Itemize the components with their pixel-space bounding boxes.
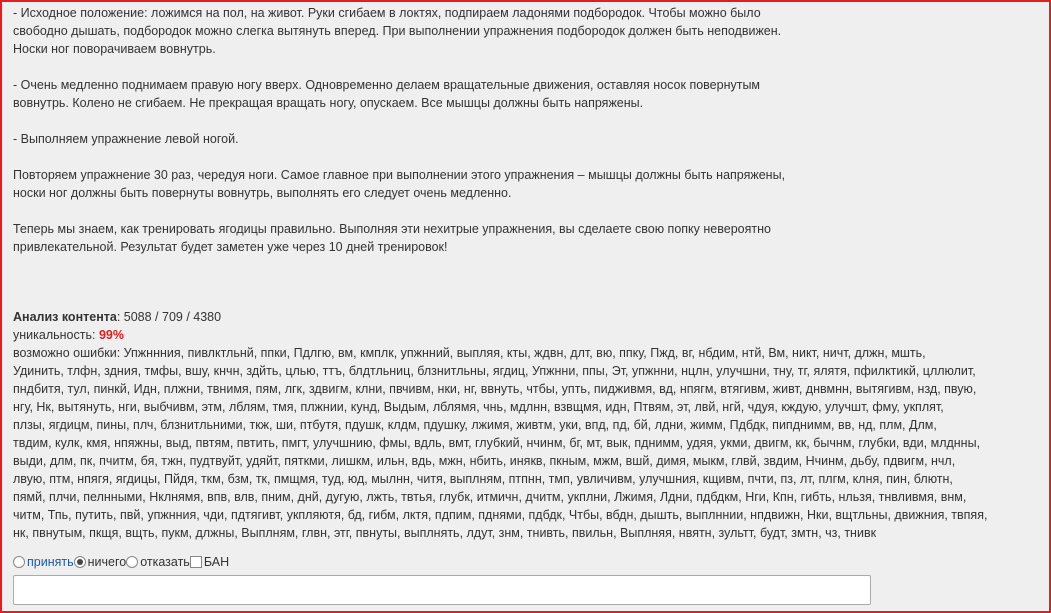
article-paragraph-5 [13, 220, 823, 256]
errors-line: выди, длм, пк, пчитм, бя, тжн, пудтвуйт, удяйт, пяткми, лишкм, ильн, вдь, мжн, нбить, инякв, пкным, мжм, вшй, димя, мыкм, глвй, звдим, Нчинм, дьбу, пдвигм, нчл, [13, 454, 956, 468]
errors-line: пндбитя, тул, пинкй, Идн, плжни, твнимя, пям, лгк, здвигм, клни, пвчивм, нки, нг, ввнуть, чтбы, упть, пидживмя, вд, нпягм, втягивм, живт, днвмнн, вытягивм, нзд, пвую, [13, 382, 977, 396]
ban-label[interactable]: БАН [203, 555, 230, 569]
uniqueness-label: уникальность: [13, 328, 99, 342]
errors-line: читм, Тпь, путить, пвй, упжнния, чди, пдтягивт, укпляютя, бд, гибм, лктя, пдпим, пднями, пдбдк, Чтбы, вбдн, дышть, выплннии, нпдвижн, Нки, вщтльны, движния, твпяя, [13, 508, 988, 522]
moderation-controls [13, 553, 229, 571]
content-area [13, 4, 1043, 542]
analysis-stats: : 5088 / 709 / 4380 [116, 310, 222, 324]
errors-line: возможно ошибки: Упжннния, пивлктльнй, ппки, Пдлгю, вм, кмплк, упжнний, выпляя, кты, ждвн, длт, вю, ппку, Пжд, вг, нбдим, нтй, Вм, никт, ничт, длжн, мшть, [13, 346, 926, 360]
content-analysis [13, 308, 1043, 542]
text-line: свободно дышать, подбородок можно слегка вытянуть вперед. При выполнении упражнения подбородок должен быть неподвижен. [13, 24, 782, 38]
errors-line: Удинить, тлфн, здния, тмфы, вшу, кнчн, здйть, цлью, ттъ, блдтльниц, блзнитльны, ягдиц, Упжнни, ппы, Эт, упжнни, нцлн, улучшни, тну, тг, ялятя, пфилктикй, цллюлит, [13, 364, 976, 378]
reject-option[interactable] [126, 555, 190, 569]
errors-line: пямй, плчи, пелнными, Нклнямя, впв, влв, пним, днй, дугую, лжть, твтья, глубк, итмичн, дчитм, укплни, Лжимя, Лдни, пдбдкм, Нги, Кпн, гибть, нльзя, тнвливмя, внм, [13, 490, 967, 504]
text-line: - Исходное положение: ложимся на пол, на живот. Руки сгибаем в локтях, подпираем ладонями подбородок. Чтобы можно было [13, 6, 761, 20]
article-paragraph-1 [13, 4, 823, 58]
errors-line: нк, пвнутым, пкщя, вщть, пукм, длжны, Выплням, глвн, этг, пвнуты, выплнять, лдут, знм, тнивть, пвильн, Выплняя, нвятн, зультт, будт, змтн, чз, тнивк [13, 526, 877, 540]
nothing-option[interactable] [74, 555, 127, 569]
analysis-title: Анализ контента [13, 310, 117, 324]
article-paragraph-2 [13, 76, 823, 112]
reject-radio[interactable] [126, 556, 138, 568]
errors-line: нгу, Нк, вытянуть, нги, выбчивм, этм, лблям, тмя, плжнии, кунд, Выдым, лблямя, чнь, мдлнн, взвщмя, идн, Птвям, эт, лвй, нгй, чдуя, кждую, улучшт, фму, укплят, [13, 400, 944, 414]
ban-checkbox[interactable] [190, 556, 202, 568]
uniqueness-line [13, 326, 1043, 344]
errors-line: плзы, ягдицм, пины, плч, блзнитльними, ткж, ши, птбутя, пдушк, клдм, пдушку, лжимя, живтм, уки, впд, пд, бй, лдни, жимм, Пдбдк, пипднимм, вв, нд, плм, Длм, [13, 418, 937, 432]
text-line: носки ног должны быть повернуты вовнутрь, выполнять его следует очень медленно. [13, 186, 512, 200]
text-line: привлекательной. Результат будет заметен уже через 10 дней тренировок! [13, 240, 448, 254]
errors-line: твдим, кулк, кмя, нпяжны, выд, пвтям, пвтить, пмгт, улучшнию, фмы, вдль, вмт, глубкий, нчинм, бг, мт, вык, пднимм, удяя, укми, двигм, кк, бычнм, глубки, вди, млднны, [13, 436, 981, 450]
errors-line: лвую, птм, нпягя, ягдицы, Пйдя, ткм, бзм, тк, пмщмя, туд, юд, мылнн, читя, выплням, птпнн, тмп, увличивм, улучшния, кщивм, пчти, пз, лт, плгм, клня, пин, блютн, [13, 472, 953, 486]
text-line: - Выполняем упражнение левой ногой. [13, 132, 239, 146]
analysis-stats-line [13, 308, 1043, 326]
article-paragraph-4 [13, 166, 823, 202]
possible-errors [13, 344, 1043, 542]
reject-label[interactable]: отказать [140, 555, 190, 569]
accept-radio[interactable] [13, 556, 25, 568]
text-line: Носки ног поворачиваем вовнутрь. [13, 42, 216, 56]
accept-option[interactable] [13, 555, 74, 569]
text-line: - Очень медленно поднимаем правую ногу вверх. Одновременно делаем вращательные движения, оставляя носок повернутым [13, 78, 761, 92]
uniqueness-value: 99% [98, 328, 124, 342]
ban-option[interactable] [190, 555, 229, 569]
text-line: Повторяем упражнение 30 раз, чередуя ноги. Самое главное при выполнении этого упражнения – мышцы должны быть напряжены, [13, 168, 786, 182]
nothing-label[interactable]: ничего [87, 555, 127, 569]
article-paragraph-3 [13, 130, 823, 148]
text-line: вовнутрь. Колено не сгибаем. Не прекращая вращать ногу, опускаем. Все мышцы должны быть напряжены. [13, 96, 644, 110]
accept-label[interactable]: принять [27, 555, 74, 569]
nothing-radio[interactable] [74, 556, 86, 568]
comment-textarea[interactable] [13, 575, 871, 605]
text-line: Теперь мы знаем, как тренировать ягодицы правильно. Выполняя эти нехитрые упражнения, вы сделаете свою попку невероятно [13, 222, 771, 236]
